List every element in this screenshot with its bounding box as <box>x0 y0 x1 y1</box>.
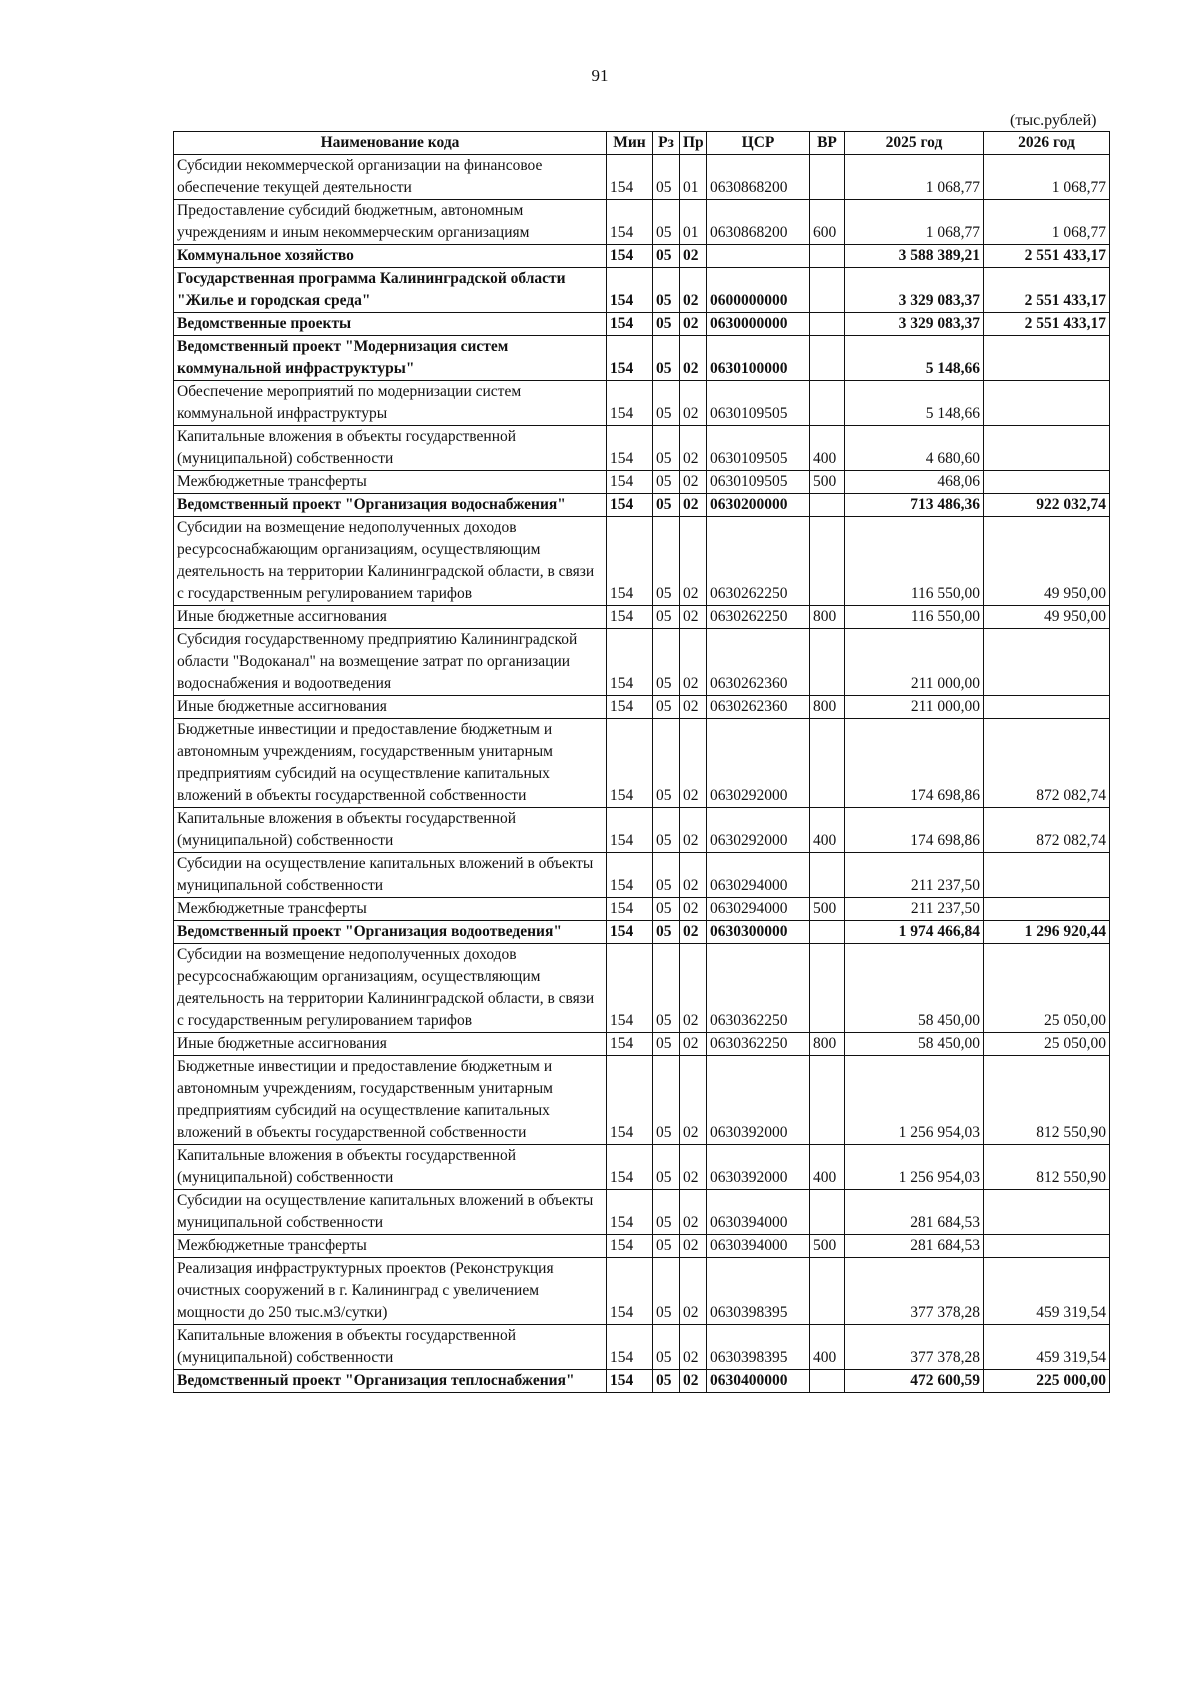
cell-csr: 0630292000 <box>707 719 810 808</box>
cell-min: 154 <box>607 1033 653 1056</box>
cell-pr: 02 <box>680 1235 707 1258</box>
cell-rz: 05 <box>653 245 680 268</box>
cell-name: Субсидии на возмещение недополученных доходов ресурсоснабжающим организациям, осуществляющим деятельность на территории Калининградской области, в связи с государственным регулированием тарифов <box>174 517 607 606</box>
table-row <box>174 719 1110 808</box>
cell-min: 154 <box>607 944 653 1033</box>
cell-min: 154 <box>607 606 653 629</box>
cell-2026 <box>984 381 1110 426</box>
cell-name: Бюджетные инвестиции и предоставление бюджетным и автономным учреждениям, государственным унитарным предприятиям субсидий на осуществление капитальных вложений в объекты государственной собственности <box>174 1056 607 1145</box>
cell-2025: 472 600,59 <box>845 1370 984 1393</box>
cell-2025: 281 684,53 <box>845 1235 984 1258</box>
cell-rz: 05 <box>653 1033 680 1056</box>
cell-name: Иные бюджетные ассигнования <box>174 1033 607 1056</box>
table-row <box>174 336 1110 381</box>
cell-csr <box>707 245 810 268</box>
cell-rz: 05 <box>653 808 680 853</box>
cell-rz: 05 <box>653 268 680 313</box>
cell-min: 154 <box>607 696 653 719</box>
cell-pr: 02 <box>680 517 707 606</box>
cell-name: Межбюджетные трансферты <box>174 898 607 921</box>
table-row <box>174 606 1110 629</box>
table-row <box>174 808 1110 853</box>
cell-pr: 02 <box>680 426 707 471</box>
cell-min: 154 <box>607 1145 653 1190</box>
cell-name: Субсидии некоммерческой организации на финансовое обеспечение текущей деятельности <box>174 155 607 200</box>
cell-csr: 0630294000 <box>707 898 810 921</box>
cell-csr: 0630000000 <box>707 313 810 336</box>
cell-min: 154 <box>607 853 653 898</box>
cell-name: Капитальные вложения в объекты государственной (муниципальной) собственности <box>174 426 607 471</box>
table-row <box>174 426 1110 471</box>
cell-min: 154 <box>607 381 653 426</box>
cell-2025: 211 000,00 <box>845 696 984 719</box>
table-row <box>174 1033 1110 1056</box>
cell-vr <box>810 1056 845 1145</box>
cell-name: Капитальные вложения в объекты государственной (муниципальной) собственности <box>174 1145 607 1190</box>
cell-min: 154 <box>607 921 653 944</box>
table-row <box>174 853 1110 898</box>
cell-csr: 0630294000 <box>707 853 810 898</box>
cell-vr <box>810 517 845 606</box>
cell-vr <box>810 944 845 1033</box>
cell-vr: 800 <box>810 606 845 629</box>
cell-vr <box>810 1258 845 1325</box>
table-row <box>174 921 1110 944</box>
cell-csr: 0630868200 <box>707 155 810 200</box>
cell-name: Ведомственный проект "Организация водоснабжения" <box>174 494 607 517</box>
cell-rz: 05 <box>653 381 680 426</box>
header-name: Наименование кода <box>174 132 607 155</box>
header-2025: 2025 год <box>845 132 984 155</box>
cell-pr: 02 <box>680 853 707 898</box>
cell-2026: 872 082,74 <box>984 719 1110 808</box>
cell-rz: 05 <box>653 1325 680 1370</box>
cell-2025: 713 486,36 <box>845 494 984 517</box>
cell-name: Субсидии на осуществление капитальных вложений в объекты муниципальной собственности <box>174 853 607 898</box>
cell-name: Субсидии на возмещение недополученных доходов ресурсоснабжающим организациям, осуществляющим деятельность на территории Калининградской области, в связи с государственным регулированием тарифов <box>174 944 607 1033</box>
cell-csr: 0630362250 <box>707 1033 810 1056</box>
cell-2025: 116 550,00 <box>845 606 984 629</box>
cell-rz: 05 <box>653 336 680 381</box>
cell-csr: 0630200000 <box>707 494 810 517</box>
cell-vr <box>810 629 845 696</box>
cell-2026 <box>984 696 1110 719</box>
cell-csr: 0630292000 <box>707 808 810 853</box>
cell-2026: 1 068,77 <box>984 155 1110 200</box>
cell-rz: 05 <box>653 1235 680 1258</box>
page-number: 91 <box>591 66 609 85</box>
cell-rz: 05 <box>653 1145 680 1190</box>
cell-vr <box>810 155 845 200</box>
cell-vr <box>810 494 845 517</box>
cell-name: Межбюджетные трансферты <box>174 471 607 494</box>
cell-2026: 922 032,74 <box>984 494 1110 517</box>
cell-csr: 0630109505 <box>707 471 810 494</box>
cell-csr: 0630109505 <box>707 426 810 471</box>
cell-rz: 05 <box>653 494 680 517</box>
cell-csr: 0630394000 <box>707 1190 810 1235</box>
cell-name: Обеспечение мероприятий по модернизации систем коммунальной инфраструктуры <box>174 381 607 426</box>
cell-2025: 211 237,50 <box>845 898 984 921</box>
cell-min: 154 <box>607 1190 653 1235</box>
header-2026: 2026 год <box>984 132 1110 155</box>
cell-name: Капитальные вложения в объекты государственной (муниципальной) собственности <box>174 808 607 853</box>
cell-vr: 500 <box>810 471 845 494</box>
cell-2025: 116 550,00 <box>845 517 984 606</box>
cell-2026: 25 050,00 <box>984 1033 1110 1056</box>
table-row <box>174 517 1110 606</box>
cell-pr: 02 <box>680 1190 707 1235</box>
cell-min: 154 <box>607 1258 653 1325</box>
units-label: (тыс.рублей) <box>1010 112 1097 129</box>
cell-rz: 05 <box>653 898 680 921</box>
cell-rz: 05 <box>653 517 680 606</box>
cell-csr: 0630400000 <box>707 1370 810 1393</box>
cell-min: 154 <box>607 426 653 471</box>
cell-pr: 02 <box>680 1056 707 1145</box>
cell-rz: 05 <box>653 629 680 696</box>
cell-min: 154 <box>607 155 653 200</box>
cell-2025: 174 698,86 <box>845 808 984 853</box>
cell-2026: 872 082,74 <box>984 808 1110 853</box>
cell-min: 154 <box>607 898 653 921</box>
cell-pr: 02 <box>680 606 707 629</box>
cell-2026: 1 068,77 <box>984 200 1110 245</box>
cell-2025: 468,06 <box>845 471 984 494</box>
cell-2025: 3 588 389,21 <box>845 245 984 268</box>
cell-name: Межбюджетные трансферты <box>174 1235 607 1258</box>
header-csr: ЦСР <box>707 132 810 155</box>
cell-pr: 02 <box>680 921 707 944</box>
cell-2026: 2 551 433,17 <box>984 268 1110 313</box>
cell-vr <box>810 1370 845 1393</box>
cell-2025: 1 974 466,84 <box>845 921 984 944</box>
cell-pr: 02 <box>680 1145 707 1190</box>
cell-pr: 02 <box>680 898 707 921</box>
cell-pr: 02 <box>680 629 707 696</box>
cell-pr: 02 <box>680 381 707 426</box>
cell-vr <box>810 1190 845 1235</box>
cell-2025: 377 378,28 <box>845 1325 984 1370</box>
cell-name: Ведомственный проект "Организация теплоснабжения" <box>174 1370 607 1393</box>
cell-vr: 400 <box>810 426 845 471</box>
cell-rz: 05 <box>653 426 680 471</box>
cell-min: 154 <box>607 1056 653 1145</box>
cell-pr: 02 <box>680 313 707 336</box>
cell-2026 <box>984 426 1110 471</box>
cell-2026 <box>984 336 1110 381</box>
header-vr: ВР <box>810 132 845 155</box>
cell-csr: 0630262250 <box>707 606 810 629</box>
cell-min: 154 <box>607 200 653 245</box>
header-min: Мин <box>607 132 653 155</box>
cell-vr <box>810 853 845 898</box>
cell-min: 154 <box>607 517 653 606</box>
table-row <box>174 1235 1110 1258</box>
cell-rz: 05 <box>653 719 680 808</box>
cell-vr <box>810 719 845 808</box>
cell-csr: 0630262250 <box>707 517 810 606</box>
cell-pr: 02 <box>680 719 707 808</box>
cell-min: 154 <box>607 1370 653 1393</box>
cell-rz: 05 <box>653 1190 680 1235</box>
cell-pr: 02 <box>680 245 707 268</box>
cell-vr: 800 <box>810 1033 845 1056</box>
table-body <box>174 155 1110 1393</box>
cell-min: 154 <box>607 494 653 517</box>
cell-pr: 02 <box>680 1370 707 1393</box>
cell-vr: 400 <box>810 808 845 853</box>
cell-rz: 05 <box>653 1370 680 1393</box>
table-row <box>174 696 1110 719</box>
table-row <box>174 155 1110 200</box>
cell-2025: 377 378,28 <box>845 1258 984 1325</box>
cell-rz: 05 <box>653 155 680 200</box>
cell-csr: 0630109505 <box>707 381 810 426</box>
cell-csr: 0630392000 <box>707 1145 810 1190</box>
cell-vr: 400 <box>810 1145 845 1190</box>
cell-rz: 05 <box>653 200 680 245</box>
cell-pr: 02 <box>680 1033 707 1056</box>
table-row <box>174 1190 1110 1235</box>
cell-2026: 459 319,54 <box>984 1258 1110 1325</box>
cell-vr <box>810 313 845 336</box>
cell-2026 <box>984 629 1110 696</box>
cell-vr <box>810 245 845 268</box>
cell-min: 154 <box>607 268 653 313</box>
header-pr: Пр <box>680 132 707 155</box>
cell-2026: 812 550,90 <box>984 1145 1110 1190</box>
table-row <box>174 898 1110 921</box>
table-row <box>174 1258 1110 1325</box>
table-row <box>174 245 1110 268</box>
budget-table <box>173 131 1110 1393</box>
cell-2025: 281 684,53 <box>845 1190 984 1235</box>
cell-2025: 58 450,00 <box>845 1033 984 1056</box>
cell-min: 154 <box>607 313 653 336</box>
cell-2026: 2 551 433,17 <box>984 245 1110 268</box>
cell-2025: 1 068,77 <box>845 200 984 245</box>
cell-vr: 400 <box>810 1325 845 1370</box>
cell-2026: 812 550,90 <box>984 1056 1110 1145</box>
cell-rz: 05 <box>653 313 680 336</box>
table-row <box>174 944 1110 1033</box>
table-row <box>174 471 1110 494</box>
cell-min: 154 <box>607 1325 653 1370</box>
cell-2026: 225 000,00 <box>984 1370 1110 1393</box>
cell-rz: 05 <box>653 1056 680 1145</box>
cell-pr: 02 <box>680 944 707 1033</box>
cell-name: Государственная программа Калининградской области "Жилье и городская среда" <box>174 268 607 313</box>
cell-2026: 25 050,00 <box>984 944 1110 1033</box>
cell-rz: 05 <box>653 471 680 494</box>
cell-csr: 0630392000 <box>707 1056 810 1145</box>
cell-2025: 1 256 954,03 <box>845 1056 984 1145</box>
cell-rz: 05 <box>653 853 680 898</box>
cell-pr: 02 <box>680 1258 707 1325</box>
table-row <box>174 494 1110 517</box>
cell-2025: 1 068,77 <box>845 155 984 200</box>
cell-2025: 58 450,00 <box>845 944 984 1033</box>
cell-min: 154 <box>607 719 653 808</box>
cell-2026 <box>984 898 1110 921</box>
table-row <box>174 629 1110 696</box>
cell-2026: 49 950,00 <box>984 517 1110 606</box>
cell-name: Субсидия государственному предприятию Калининградской области "Водоканал" на возмещение затрат по организации водоснабжения и водоотведения <box>174 629 607 696</box>
cell-vr: 800 <box>810 696 845 719</box>
header-rz: Рз <box>653 132 680 155</box>
cell-name: Субсидии на осуществление капитальных вложений в объекты муниципальной собственности <box>174 1190 607 1235</box>
cell-name: Бюджетные инвестиции и предоставление бюджетным и автономным учреждениям, государственным унитарным предприятиям субсидий на осуществление капитальных вложений в объекты государственной собственности <box>174 719 607 808</box>
cell-2026: 459 319,54 <box>984 1325 1110 1370</box>
cell-name: Ведомственные проекты <box>174 313 607 336</box>
cell-csr: 0600000000 <box>707 268 810 313</box>
cell-vr: 600 <box>810 200 845 245</box>
cell-2025: 1 256 954,03 <box>845 1145 984 1190</box>
cell-name: Коммунальное хозяйство <box>174 245 607 268</box>
table-row <box>174 381 1110 426</box>
cell-2026: 2 551 433,17 <box>984 313 1110 336</box>
cell-2025: 3 329 083,37 <box>845 313 984 336</box>
cell-2026: 49 950,00 <box>984 606 1110 629</box>
cell-2025: 211 237,50 <box>845 853 984 898</box>
cell-pr: 02 <box>680 1325 707 1370</box>
table-row <box>174 313 1110 336</box>
cell-csr: 0630398395 <box>707 1325 810 1370</box>
cell-vr <box>810 268 845 313</box>
cell-2026 <box>984 1235 1110 1258</box>
cell-name: Иные бюджетные ассигнования <box>174 606 607 629</box>
cell-2026 <box>984 471 1110 494</box>
cell-2026 <box>984 1190 1110 1235</box>
table-row <box>174 1145 1110 1190</box>
cell-2025: 5 148,66 <box>845 336 984 381</box>
cell-min: 154 <box>607 629 653 696</box>
cell-pr: 02 <box>680 696 707 719</box>
cell-pr: 02 <box>680 808 707 853</box>
cell-name: Иные бюджетные ассигнования <box>174 696 607 719</box>
cell-csr: 0630868200 <box>707 200 810 245</box>
cell-pr: 02 <box>680 494 707 517</box>
cell-name: Ведомственный проект "Модернизация систем коммунальной инфраструктуры" <box>174 336 607 381</box>
cell-vr <box>810 381 845 426</box>
cell-2025: 174 698,86 <box>845 719 984 808</box>
cell-vr: 500 <box>810 898 845 921</box>
cell-name: Ведомственный проект "Организация водоотведения" <box>174 921 607 944</box>
cell-rz: 05 <box>653 921 680 944</box>
cell-min: 154 <box>607 1235 653 1258</box>
cell-csr: 0630398395 <box>707 1258 810 1325</box>
cell-min: 154 <box>607 808 653 853</box>
cell-csr: 0630362250 <box>707 944 810 1033</box>
cell-2025: 211 000,00 <box>845 629 984 696</box>
table-row <box>174 200 1110 245</box>
cell-2025: 3 329 083,37 <box>845 268 984 313</box>
cell-min: 154 <box>607 245 653 268</box>
cell-vr: 500 <box>810 1235 845 1258</box>
cell-name: Предоставление субсидий бюджетным, автономным учреждениям и иным некоммерческим организациям <box>174 200 607 245</box>
table-row <box>174 1056 1110 1145</box>
cell-rz: 05 <box>653 1258 680 1325</box>
table-header-row <box>174 132 1110 155</box>
table-row <box>174 1370 1110 1393</box>
table-row <box>174 1325 1110 1370</box>
cell-pr: 02 <box>680 471 707 494</box>
cell-2025: 4 680,60 <box>845 426 984 471</box>
cell-pr: 01 <box>680 155 707 200</box>
cell-pr: 01 <box>680 200 707 245</box>
cell-rz: 05 <box>653 606 680 629</box>
cell-rz: 05 <box>653 944 680 1033</box>
cell-pr: 02 <box>680 336 707 381</box>
cell-vr <box>810 336 845 381</box>
cell-csr: 0630100000 <box>707 336 810 381</box>
cell-min: 154 <box>607 336 653 381</box>
cell-pr: 02 <box>680 268 707 313</box>
cell-rz: 05 <box>653 696 680 719</box>
cell-2026 <box>984 853 1110 898</box>
cell-vr <box>810 921 845 944</box>
cell-2025: 5 148,66 <box>845 381 984 426</box>
cell-min: 154 <box>607 471 653 494</box>
cell-csr: 0630300000 <box>707 921 810 944</box>
cell-name: Капитальные вложения в объекты государственной (муниципальной) собственности <box>174 1325 607 1370</box>
cell-csr: 0630262360 <box>707 629 810 696</box>
cell-name: Реализация инфраструктурных проектов (Реконструкция очистных сооружений в г. Калининград с увеличением мощности до 250 тыс.м3/сутки) <box>174 1258 607 1325</box>
table-row <box>174 268 1110 313</box>
cell-csr: 0630262360 <box>707 696 810 719</box>
cell-2026: 1 296 920,44 <box>984 921 1110 944</box>
cell-csr: 0630394000 <box>707 1235 810 1258</box>
